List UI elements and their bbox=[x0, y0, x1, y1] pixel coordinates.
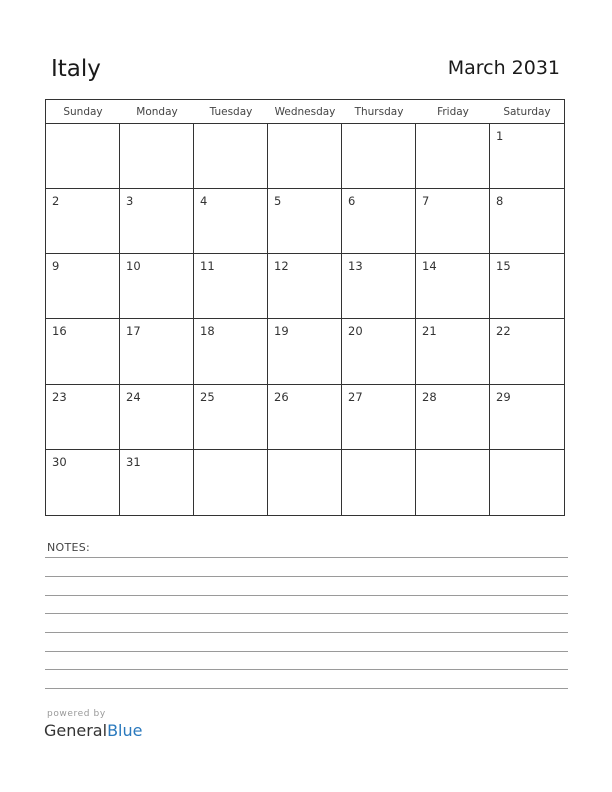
powered-by-text: powered by bbox=[47, 709, 106, 719]
day-cell bbox=[490, 254, 564, 319]
day-cell bbox=[120, 319, 194, 384]
page-title-country: Italy bbox=[51, 56, 101, 82]
day-number: 16 bbox=[52, 324, 67, 339]
day-number: 20 bbox=[348, 324, 363, 339]
day-cell bbox=[490, 189, 564, 254]
day-cell bbox=[46, 254, 120, 319]
day-number: 4 bbox=[200, 194, 208, 209]
day-number: 24 bbox=[126, 389, 141, 404]
day-cell bbox=[194, 124, 268, 189]
day-cell bbox=[416, 450, 490, 515]
weekday-friday: Friday bbox=[437, 106, 469, 118]
day-cell bbox=[416, 189, 490, 254]
day-number: 17 bbox=[126, 324, 141, 339]
notes-label: NOTES: bbox=[47, 541, 91, 554]
day-cell bbox=[490, 385, 564, 450]
weekday-wednesday: Wednesday bbox=[274, 106, 336, 118]
day-cell bbox=[490, 450, 564, 515]
day-number: 14 bbox=[422, 259, 437, 274]
day-cell bbox=[46, 124, 120, 189]
day-cell bbox=[120, 385, 194, 450]
day-number: 25 bbox=[200, 389, 215, 404]
notes-line bbox=[45, 688, 568, 689]
brand-logo[interactable] bbox=[44, 720, 142, 742]
day-number: 1 bbox=[496, 129, 504, 143]
day-number: 23 bbox=[52, 389, 67, 404]
day-cell bbox=[416, 319, 490, 384]
day-number: 28 bbox=[422, 389, 437, 404]
day-cell bbox=[194, 319, 268, 384]
day-number: 22 bbox=[496, 324, 511, 339]
day-number: 10 bbox=[126, 259, 141, 274]
notes-line bbox=[45, 669, 568, 670]
day-cell bbox=[46, 319, 120, 384]
day-cell bbox=[342, 124, 416, 189]
day-number: 7 bbox=[422, 194, 430, 209]
day-cell bbox=[268, 385, 342, 450]
day-number: 11 bbox=[200, 259, 215, 274]
day-cell bbox=[416, 385, 490, 450]
day-cell bbox=[342, 319, 416, 384]
day-number: 29 bbox=[496, 389, 511, 404]
day-cell bbox=[120, 124, 194, 189]
weekday-thursday: Thursday bbox=[354, 106, 404, 118]
day-cell bbox=[268, 319, 342, 384]
day-cell bbox=[490, 319, 564, 384]
day-cell bbox=[46, 450, 120, 515]
day-number: 12 bbox=[274, 259, 289, 274]
day-number: 8 bbox=[496, 194, 504, 209]
notes-line bbox=[45, 632, 568, 633]
day-number: 15 bbox=[496, 259, 511, 274]
weekday-tuesday: Tuesday bbox=[209, 106, 253, 118]
day-cell bbox=[268, 450, 342, 515]
day-number: 13 bbox=[348, 259, 363, 274]
day-number: 9 bbox=[52, 259, 60, 274]
day-cell bbox=[194, 189, 268, 254]
day-cell bbox=[268, 124, 342, 189]
day-cell bbox=[120, 254, 194, 319]
day-cell bbox=[46, 189, 120, 254]
day-number: 26 bbox=[274, 389, 289, 404]
calendar-table bbox=[45, 99, 565, 516]
day-number: 18 bbox=[200, 324, 215, 339]
day-cell bbox=[46, 385, 120, 450]
day-cell bbox=[416, 254, 490, 319]
day-number: 2 bbox=[52, 194, 60, 209]
day-number: 21 bbox=[422, 324, 437, 339]
notes-line bbox=[45, 595, 568, 596]
day-cell bbox=[194, 385, 268, 450]
day-number: 19 bbox=[274, 324, 289, 339]
day-cell bbox=[120, 189, 194, 254]
day-number: 31 bbox=[126, 454, 141, 469]
day-number: 6 bbox=[348, 194, 356, 209]
day-number: 27 bbox=[348, 389, 363, 404]
day-cell bbox=[490, 124, 564, 189]
notes-line bbox=[45, 651, 568, 652]
day-number: 5 bbox=[274, 194, 282, 209]
day-cell bbox=[268, 254, 342, 319]
notes-line bbox=[45, 613, 568, 614]
notes-line bbox=[45, 557, 568, 558]
month-year-label: March 2031 bbox=[447, 57, 560, 79]
weekday-header-row bbox=[46, 100, 564, 124]
notes-line bbox=[45, 576, 568, 577]
weekday-sunday: Sunday bbox=[63, 106, 103, 118]
brand-logo-blue: Blue bbox=[107, 721, 143, 740]
day-cell bbox=[342, 189, 416, 254]
day-cell bbox=[268, 189, 342, 254]
day-cell bbox=[120, 450, 194, 515]
weekday-monday: Monday bbox=[136, 106, 178, 118]
day-cell bbox=[194, 450, 268, 515]
day-cell bbox=[416, 124, 490, 189]
day-number: 3 bbox=[126, 194, 134, 209]
day-cell bbox=[342, 450, 416, 515]
brand-logo-general: General bbox=[44, 721, 108, 740]
day-cell bbox=[342, 385, 416, 450]
day-cell bbox=[342, 254, 416, 319]
weekday-saturday: Saturday bbox=[503, 106, 551, 118]
day-cell bbox=[194, 254, 268, 319]
day-number: 30 bbox=[52, 454, 67, 469]
calendar-grid bbox=[46, 124, 564, 515]
